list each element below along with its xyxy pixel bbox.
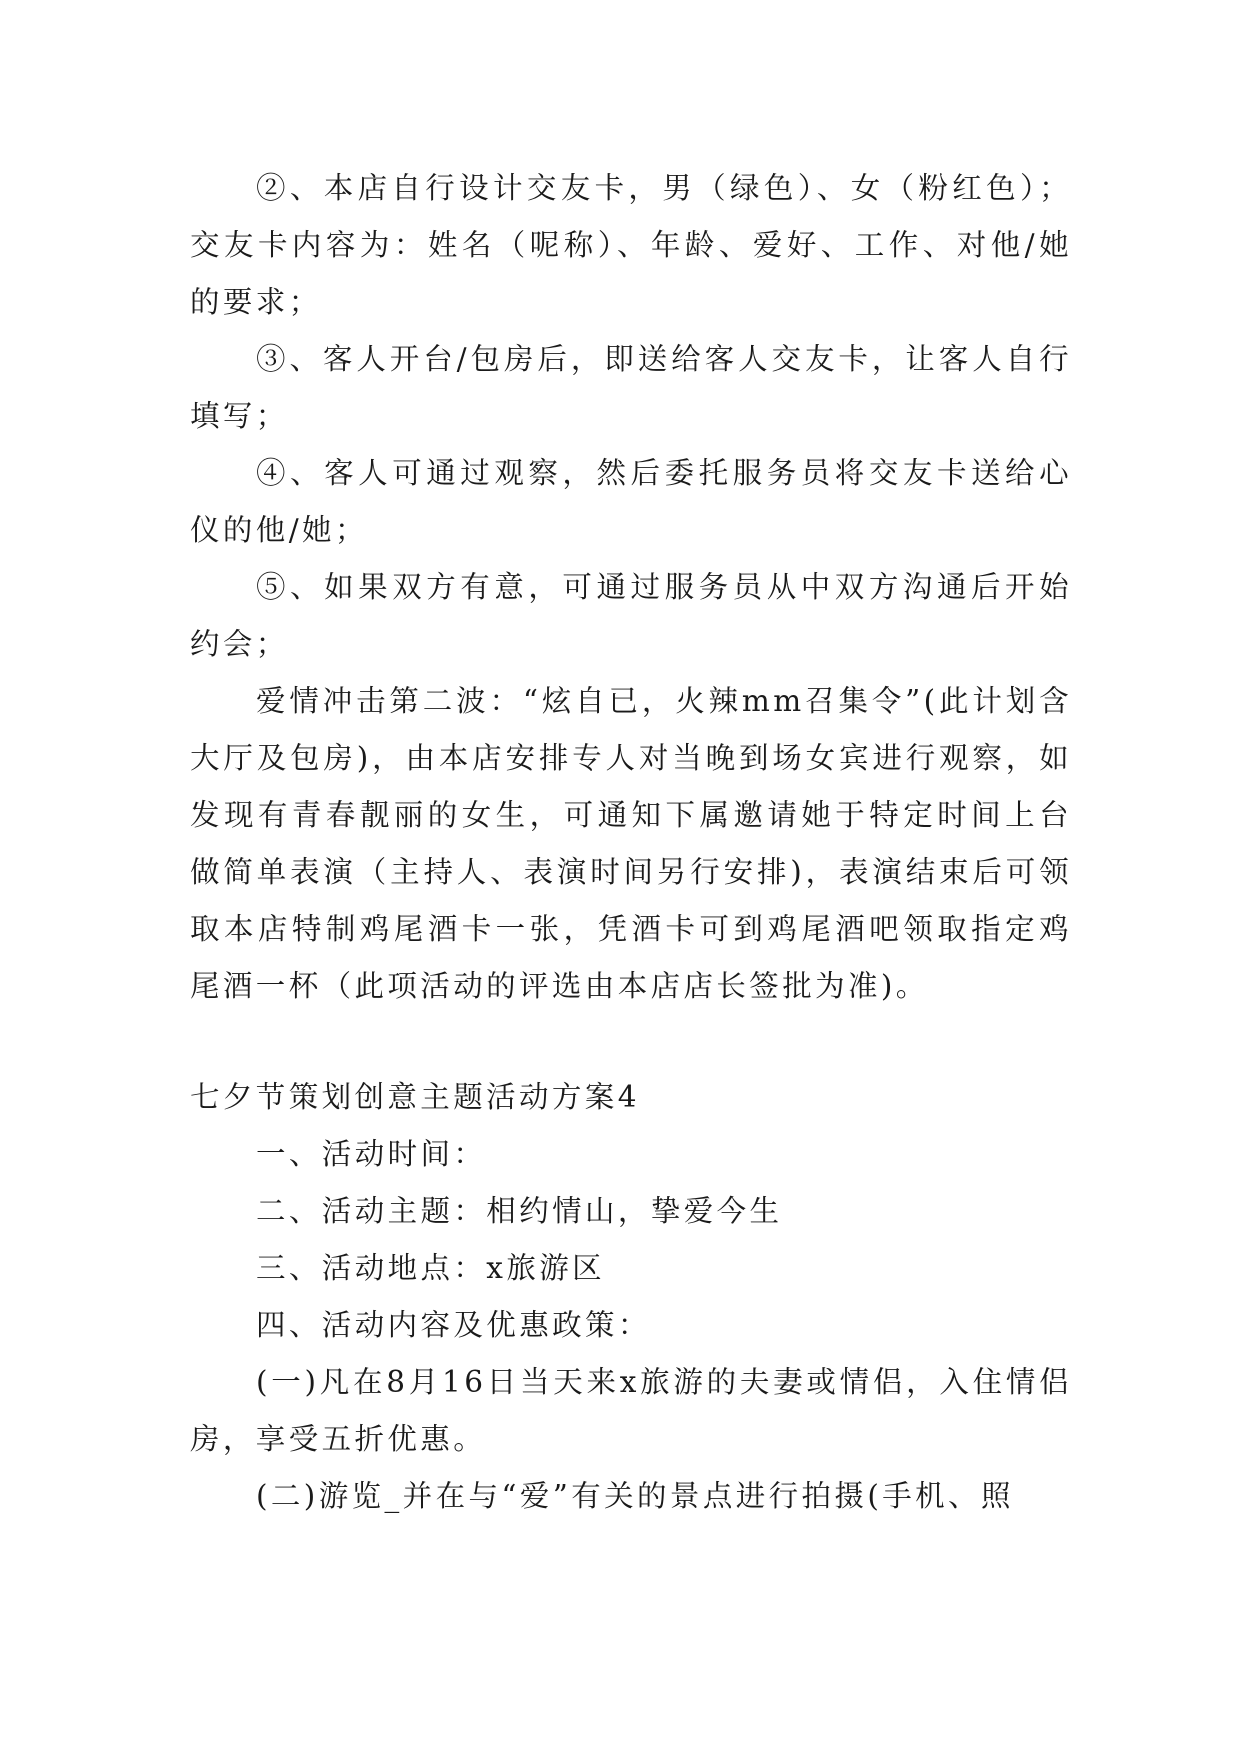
paragraph-item-3: ③、客人开台/包房后，即送给客人交友卡，让客人自行填写； [190,342,1072,433]
paragraph-item-2: ②、本店自行设计交友卡，男（绿色）、女（粉红色）；交友卡内容为：姓名（呢称）、年龄、爱好、工作、对他/她的要求； [190,171,1072,319]
section-item-theme: 二、活动主题：相约情山，挚爱今生 [256,1194,783,1228]
document-body [190,160,1072,1525]
paragraph-second-wave: 爱情冲击第二波：“炫自已，火辣mm召集令”(此计划含大厅及包房)，由本店安排专人对当晚到场女宾进行观察，如发现有青春靓丽的女生，可通知下属邀请她于特定时间上台做简单表演（主持人、表演时间另行安排)，表演结束后可领取本店特制鸡尾酒卡一张，凭酒卡可到鸡尾酒吧领取指定鸡尾酒一杯（此项活动的评选由本店店长签批为准)。 [190,684,1072,1003]
section-item-location: 三、活动地点：x旅游区 [256,1251,606,1285]
section-item-offer-2: (二)游览_并在与“爱”有关的景点进行拍摄(手机、照 [256,1479,1014,1513]
section-item-time: 一、活动时间： [256,1137,487,1171]
section-item-content: 四、活动内容及优惠政策： [256,1308,651,1342]
section-item-offer-1: (一)凡在8月16日当天来x旅游的夫妻或情侣，入住情侣房，享受五折优惠。 [190,1365,1072,1456]
paragraph-item-4: ④、客人可通过观察，然后委托服务员将交友卡送给心仪的他/她； [190,456,1072,547]
section-title: 七夕节策划创意主题活动方案4 [190,1080,640,1114]
paragraph-item-5: ⑤、如果双方有意，可通过服务员从中双方沟通后开始约会； [190,570,1072,661]
